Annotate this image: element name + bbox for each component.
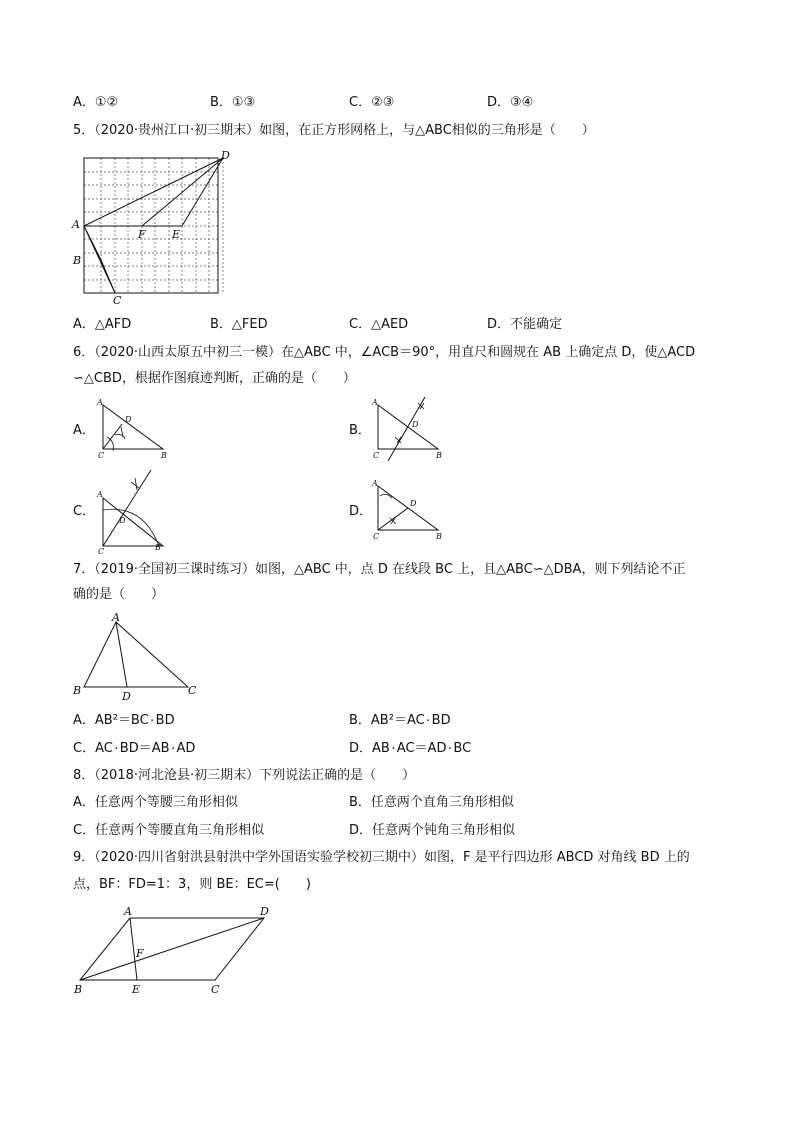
q8-stem: 8．（2018·河北沧县·初三期末）下列说法正确的是（ ） [73, 768, 416, 783]
q9-stem-line2: 点，BF：FD=1：3，则 BE：EC=( ) [73, 877, 311, 892]
q4-option-b: B．①③ [210, 95, 256, 110]
q5-option-c: C．△AED [349, 317, 409, 332]
q7-label-b: B [73, 684, 82, 697]
q6-figure-d [370, 478, 450, 543]
q7-label-c: C [188, 684, 197, 697]
q4-option-d: D．③④ [487, 95, 534, 110]
q6d-label-b: B [436, 532, 442, 541]
q6b-label-a: A [372, 398, 378, 407]
q6b-label-b: B [436, 451, 442, 460]
q7-stem-line2: 确的是（ ） [73, 587, 165, 602]
q8-option-b: B．任意两个直角三角形相似 [349, 795, 514, 810]
q6c-label-a: A [97, 490, 103, 499]
q6a-label-d: D [125, 415, 132, 424]
q6-stem-line2: ∽△CBD，根据作图痕迹判断，正确的是（ ） [73, 371, 356, 386]
q5-label-c: C [113, 294, 122, 307]
q6c-label-d: D [119, 516, 126, 525]
q9-label-d: D [260, 905, 269, 918]
q6-option-a-letter: A． [73, 423, 95, 438]
q6-figure-c [95, 470, 175, 555]
q9-label-b: B [74, 983, 83, 996]
q6d-label-a: A [372, 479, 378, 488]
q7-option-c: C．AC۰BD＝AB۰AD [73, 741, 196, 756]
q5-option-a: A．△AFD [73, 317, 132, 332]
q5-label-e: E [172, 228, 181, 241]
q6-option-d-letter: D． [349, 504, 373, 519]
q5-grid-figure [70, 146, 240, 306]
q7-figure [70, 610, 210, 705]
q6-figure-a [95, 397, 175, 462]
q7-stem-line1: 7．（2019·全国初三课时练习）如图，△ABC 中，点 D 在线段 BC 上，且△ABC∽△DBA，则下列结论不正 [73, 562, 686, 577]
q6a-label-b: B [161, 451, 167, 460]
q6d-label-c: C [373, 532, 380, 541]
q8-option-a: A．任意两个等腰三角形相似 [73, 795, 238, 810]
q9-label-f: F [136, 947, 144, 960]
q7-option-a: A．AB²＝BC۰BD [73, 713, 175, 728]
q5-label-b: B [73, 254, 82, 267]
q6d-label-d: D [410, 499, 417, 508]
q6b-label-c: C [373, 451, 380, 460]
q9-label-a: A [124, 905, 132, 918]
q6c-label-b: B [155, 543, 161, 552]
q7-label-a: A [112, 611, 120, 624]
q9-parallelogram-figure [70, 900, 290, 1000]
q5-label-d: D [221, 149, 230, 162]
q8-option-c: C．任意两个等腰直角三角形相似 [73, 823, 265, 838]
q9-stem-line1: 9．（2020·四川省射洪县射洪中学外国语实验学校初三期中）如图，F 是平行四边形 ABCD 对角线 BD 上的 [73, 850, 690, 865]
q6-option-c-letter: C． [73, 504, 96, 519]
q6c-label-c: C [98, 547, 105, 556]
q7-option-d: D．AB۰AC＝AD۰BC [349, 741, 472, 756]
q9-label-e: E [132, 983, 141, 996]
q6-figure-b [370, 397, 450, 467]
q5-option-b: B．△FED [210, 317, 268, 332]
q5-label-a: A [72, 218, 80, 231]
q6-option-b-letter: B． [349, 423, 371, 438]
q6-stem-line1: 6．（2020·山西太原五中初三一模）在△ABC 中，∠ACB＝90°，用直尺和圆规在 AB 上确定点 D，使△ACD [73, 345, 696, 360]
q5-option-d: D．不能确定 [487, 317, 563, 332]
q8-option-d: D．任意两个钝角三角形相似 [349, 823, 516, 838]
q6a-label-c: C [98, 451, 105, 460]
q6b-label-d: D [412, 420, 419, 429]
q7-label-d: D [122, 690, 131, 703]
q5-label-f: F [138, 228, 146, 241]
q4-option-c: C．②③ [349, 95, 395, 110]
q9-label-c: C [211, 983, 220, 996]
q5-stem: 5．（2020·贵州江口·初三期末）如图，在正方形网格上，与△ABC相似的三角形是（ ） [73, 123, 595, 138]
q4-option-a: A．①② [73, 95, 119, 110]
q6a-label-a: A [97, 398, 103, 407]
q7-option-b: B．AB²＝AC۰BD [349, 713, 451, 728]
